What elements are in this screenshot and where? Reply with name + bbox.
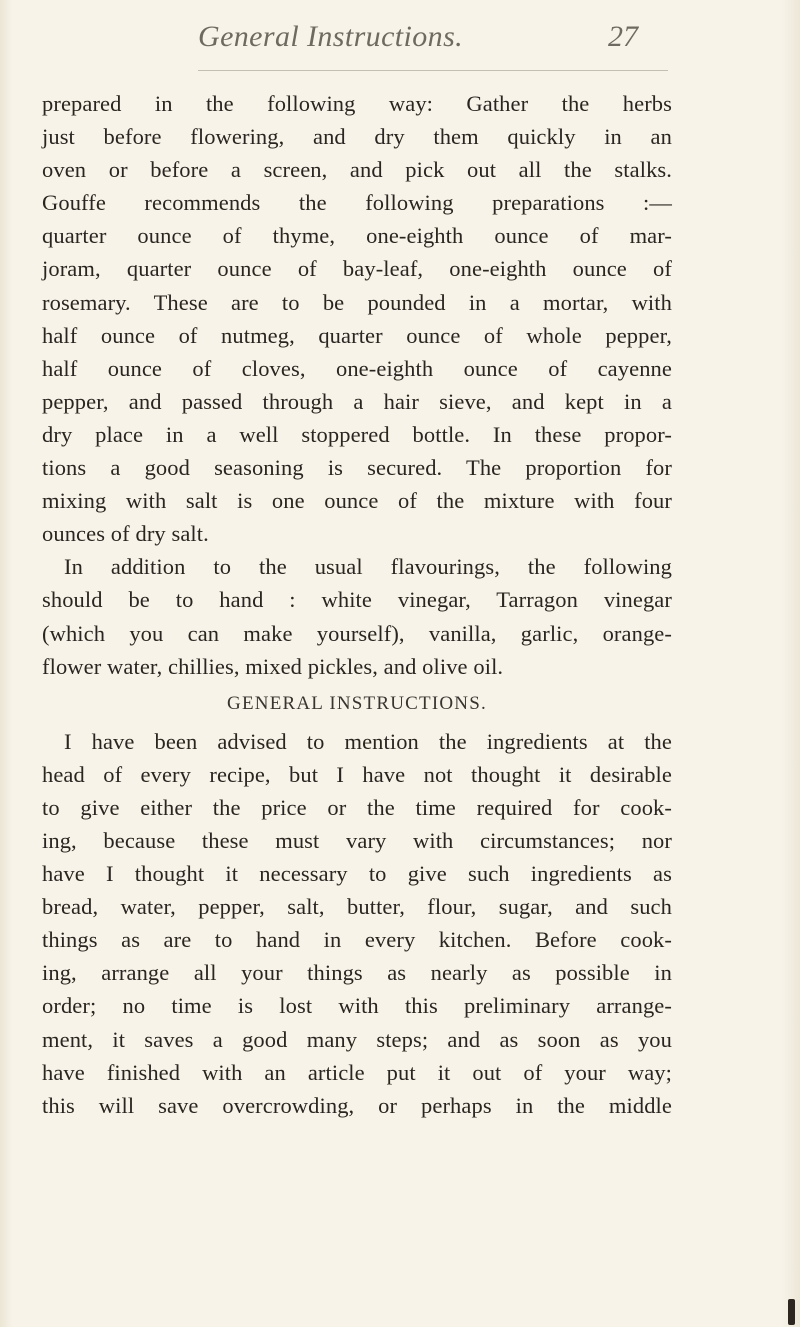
- text-line: ing, because these must vary with circumstances; nor: [42, 827, 672, 853]
- text-line: order; no time is lost with this preliminary arrange-: [42, 993, 672, 1019]
- text-line: to give either the price or the time required for cook-: [42, 794, 672, 820]
- text-line: tions a good seasoning is secured. The proportion for: [42, 455, 672, 481]
- page-edge-shadow: [782, 0, 800, 1327]
- text-line: flower water, chillies, mixed pickles, and olive oil.: [42, 653, 504, 679]
- text-line: Gouffe recommends the following preparations :—: [42, 190, 672, 216]
- text-line: I have been advised to mention the ingredients at the: [64, 728, 672, 754]
- text-line: oven or before a screen, and pick out all the stalks.: [42, 157, 672, 183]
- margin-ink-spot: [788, 1299, 795, 1325]
- text-line: ment, it saves a good many steps; and as soon as you: [42, 1026, 672, 1052]
- text-line: pepper, and passed through a hair sieve, and kept in a: [42, 388, 672, 414]
- text-line: In addition to the usual flavourings, the following: [64, 554, 672, 580]
- header-rule: [198, 70, 668, 71]
- text-line: this will save overcrowding, or perhaps in the middle: [42, 1092, 672, 1118]
- text-line: mixing with salt is one ounce of the mixture with four: [42, 488, 672, 514]
- section-heading: GENERAL INSTRUCTIONS.: [227, 692, 487, 714]
- text-line: ing, arrange all your things as nearly as possible in: [42, 960, 672, 986]
- text-line: (which you can make yourself), vanilla, garlic, orange-: [42, 620, 672, 646]
- text-line: rosemary. These are to be pounded in a mortar, with: [42, 289, 672, 315]
- body-text: [42, 87, 672, 1122]
- text-line: prepared in the following way: Gather the herbs: [42, 91, 672, 116]
- text-line: half ounce of cloves, one-eighth ounce of cayenne: [42, 355, 672, 381]
- text-line: half ounce of nutmeg, quarter ounce of whole pepper,: [42, 322, 672, 348]
- text-line: head of every recipe, but I have not thought it desirable: [42, 761, 672, 787]
- running-header: [198, 20, 668, 70]
- page-number: 27: [608, 20, 638, 53]
- text-line: have finished with an article put it out of your way;: [42, 1059, 672, 1085]
- text-line: quarter ounce of thyme, one-eighth ounce of mar-: [42, 223, 672, 249]
- running-title: General Instructions.: [198, 20, 464, 53]
- text-line: things as are to hand in every kitchen. Before cook-: [42, 927, 672, 953]
- text-line: just before flowering, and dry them quickly in an: [42, 124, 672, 150]
- page-gutter-shadow: [0, 0, 12, 1327]
- text-line: have I thought it necessary to give such ingredients as: [42, 861, 672, 887]
- text-line: joram, quarter ounce of bay-leaf, one-eighth ounce of: [42, 256, 672, 282]
- text-line: ounces of dry salt.: [42, 521, 209, 547]
- text-line: should be to hand : white vinegar, Tarragon vinegar: [42, 587, 672, 613]
- text-line: dry place in a well stoppered bottle. In these propor-: [42, 421, 672, 447]
- text-line: bread, water, pepper, salt, butter, flour, sugar, and such: [42, 894, 672, 920]
